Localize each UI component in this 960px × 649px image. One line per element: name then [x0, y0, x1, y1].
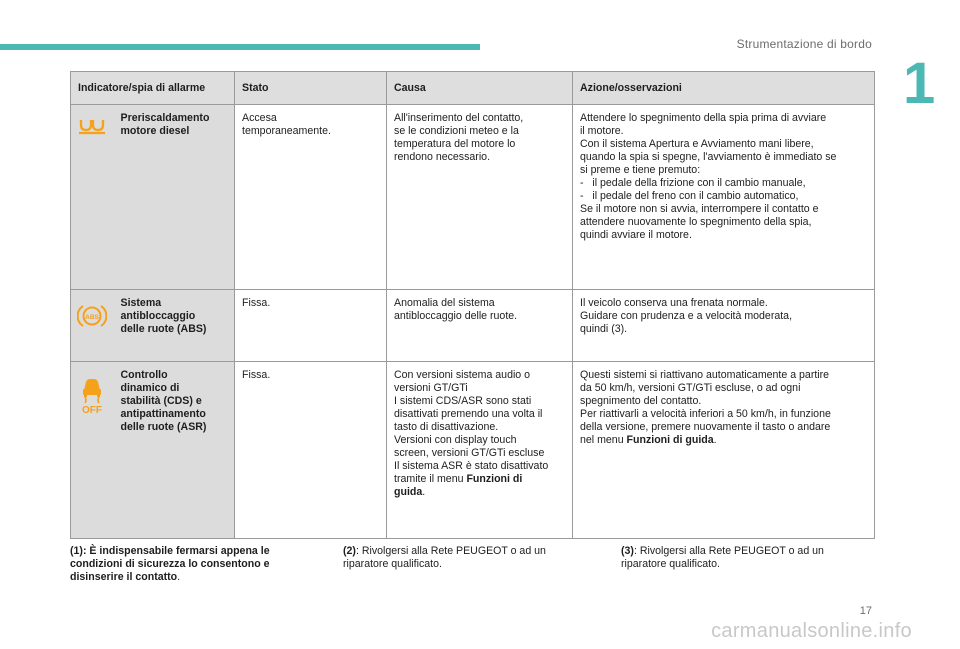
cause-cell [387, 105, 573, 290]
name-line: dinamico di [120, 382, 180, 394]
footnote-3 [621, 545, 871, 571]
column-header-action: Azione/osservazioni [573, 72, 875, 105]
name-line: motore diesel [120, 125, 190, 137]
state-line: Accesa [242, 112, 277, 124]
cause-line: temperatura del motore lo [394, 138, 516, 150]
action-line: della versione, premere nuovamente il tasto o andare [580, 421, 831, 433]
cause-menu-name: Funzioni di [466, 473, 523, 485]
cause-line: screen, versioni GT/GTi escluse [394, 447, 545, 459]
name-line: antibloccaggio [120, 310, 196, 322]
cause-line: All'inserimento del contatto, [394, 112, 524, 124]
indicator-icon-cell [71, 362, 114, 539]
action-line: spegnimento del contatto. [580, 395, 702, 407]
cause-cell [387, 362, 573, 539]
indicator-name [114, 362, 235, 539]
action-menu-suffix: . [713, 434, 717, 446]
section-title: Strumentazione di bordo [736, 37, 872, 51]
header-accent-bar [0, 44, 480, 50]
action-line: Guidare con prudenza e a velocità moderata, [580, 310, 793, 322]
indicator-icon-cell [71, 290, 114, 362]
name-line: Sistema [120, 297, 162, 309]
page-number: 17 [859, 605, 872, 617]
footnote-1-line: disinserire il contatto [70, 571, 178, 583]
cause-menu-name-cont: guida [394, 486, 423, 498]
action-line: si preme e tiene premuto: [580, 164, 701, 176]
footnote-1-label: (1) [70, 545, 83, 557]
state-cell [235, 290, 387, 362]
name-line: delle ruote (ASR) [120, 421, 207, 433]
action-line: Attendere lo spegnimento della spia prima di avviare [580, 112, 827, 124]
action-line: - il pedale della frizione con il cambio manuale, [580, 177, 806, 189]
column-header-indicator: Indicatore/spia di allarme [71, 72, 235, 105]
cause-menu-prefix: tramite il menu [394, 473, 467, 485]
footnote-1-line: : È indispensabile fermarsi appena le [82, 545, 270, 557]
action-line: da 50 km/h, versioni GT/GTi escluse, o ad ogni [580, 382, 801, 394]
state-line: temporaneamente. [242, 125, 331, 137]
footnote-3-line: : Rivolgersi alla Rete PEUGEOT o ad un [633, 545, 824, 557]
indicator-name [114, 105, 235, 290]
indicator-icon-cell [71, 105, 114, 290]
table-row [71, 105, 875, 290]
cause-line: I sistemi CDS/ASR sono stati [394, 395, 532, 407]
action-line: quando la spia si spegne, l'avviamento è immediato se [580, 151, 837, 163]
action-line: Per riattivarli a velocità inferiori a 50 km/h, in funzione [580, 408, 831, 420]
table-header-row [71, 72, 875, 105]
abs-warning-icon [77, 302, 107, 330]
cause-cell [387, 290, 573, 362]
cause-line: rendono necessario. [394, 151, 491, 163]
state-line: Fissa. [242, 297, 271, 309]
action-cell [573, 290, 875, 362]
action-menu-line [580, 434, 867, 447]
action-line: il motore. [580, 125, 624, 137]
state-cell [235, 105, 387, 290]
cause-line: se le condizioni meteo e la [394, 125, 519, 137]
action-line: Questi sistemi si riattivano automaticamente a partire [580, 369, 830, 381]
action-line: Con il sistema Apertura e Avviamento mani libere, [580, 138, 814, 150]
abs-icon-text: ABS [85, 313, 100, 321]
column-header-state: Stato [235, 72, 387, 105]
action-line: Il veicolo conserva una frenata normale. [580, 297, 768, 309]
cause-line: Con versioni sistema audio o [394, 369, 531, 381]
footnote-2-line: : Rivolgersi alla Rete PEUGEOT o ad un [355, 545, 546, 557]
preheating-coil-icon [77, 117, 107, 135]
cause-line: Il sistema ASR è stato disattivato [394, 460, 549, 472]
footnote-1-line: condizioni di sicurezza lo consentono e [70, 558, 270, 570]
action-menu-prefix: nel menu [580, 434, 627, 446]
column-header-cause: Causa [387, 72, 573, 105]
state-line: Fissa. [242, 369, 271, 381]
cause-line: Versioni con display touch [394, 434, 517, 446]
table-row [71, 290, 875, 362]
chapter-number: 1 [903, 51, 936, 116]
cause-line: disattivati premendo una volta il [394, 408, 543, 420]
table-row [71, 362, 875, 539]
cause-line: tasto di disattivazione. [394, 421, 499, 433]
warning-lights-table [70, 71, 875, 539]
footnote-3-line: riparatore qualificato. [621, 558, 720, 570]
name-line: Preriscaldamento [120, 112, 210, 124]
cause-line: antibloccaggio delle ruote. [394, 310, 518, 322]
action-line: attendere nuovamente lo spegnimento della spia, [580, 216, 812, 228]
action-line: quindi (3). [580, 323, 628, 335]
off-icon-text: OFF [82, 405, 103, 414]
footnote-2 [343, 545, 603, 571]
state-cell [235, 362, 387, 539]
action-cell [573, 362, 875, 539]
footnote-1 [70, 545, 320, 584]
action-cell [573, 105, 875, 290]
footnote-1-suffix: . [177, 571, 181, 583]
footnote-2-label: (2) [343, 545, 356, 557]
cause-menu-line [394, 473, 565, 486]
cause-line: Anomalia del sistema [394, 297, 495, 309]
watermark: carmanualsonline.info [711, 620, 912, 642]
name-line: Controllo [120, 369, 168, 381]
stability-control-off-icon [78, 374, 106, 414]
action-line: Se il motore non si avvia, interrompere il contatto e [580, 203, 819, 215]
action-line: - il pedale del freno con il cambio automatico, [580, 190, 799, 202]
footnote-2-line: riparatore qualificato. [343, 558, 442, 570]
cause-menu-line: guida. [394, 486, 426, 498]
name-line: stabilità (CDS) e [120, 395, 202, 407]
indicator-name [114, 290, 235, 362]
action-line: quindi avviare il motore. [580, 229, 692, 241]
cause-line: versioni GT/GTi [394, 382, 468, 394]
action-menu-name: Funzioni di guida [626, 434, 714, 446]
footnote-3-label: (3) [621, 545, 634, 557]
name-line: delle ruote (ABS) [120, 323, 207, 335]
name-line: antipattinamento [120, 408, 206, 420]
